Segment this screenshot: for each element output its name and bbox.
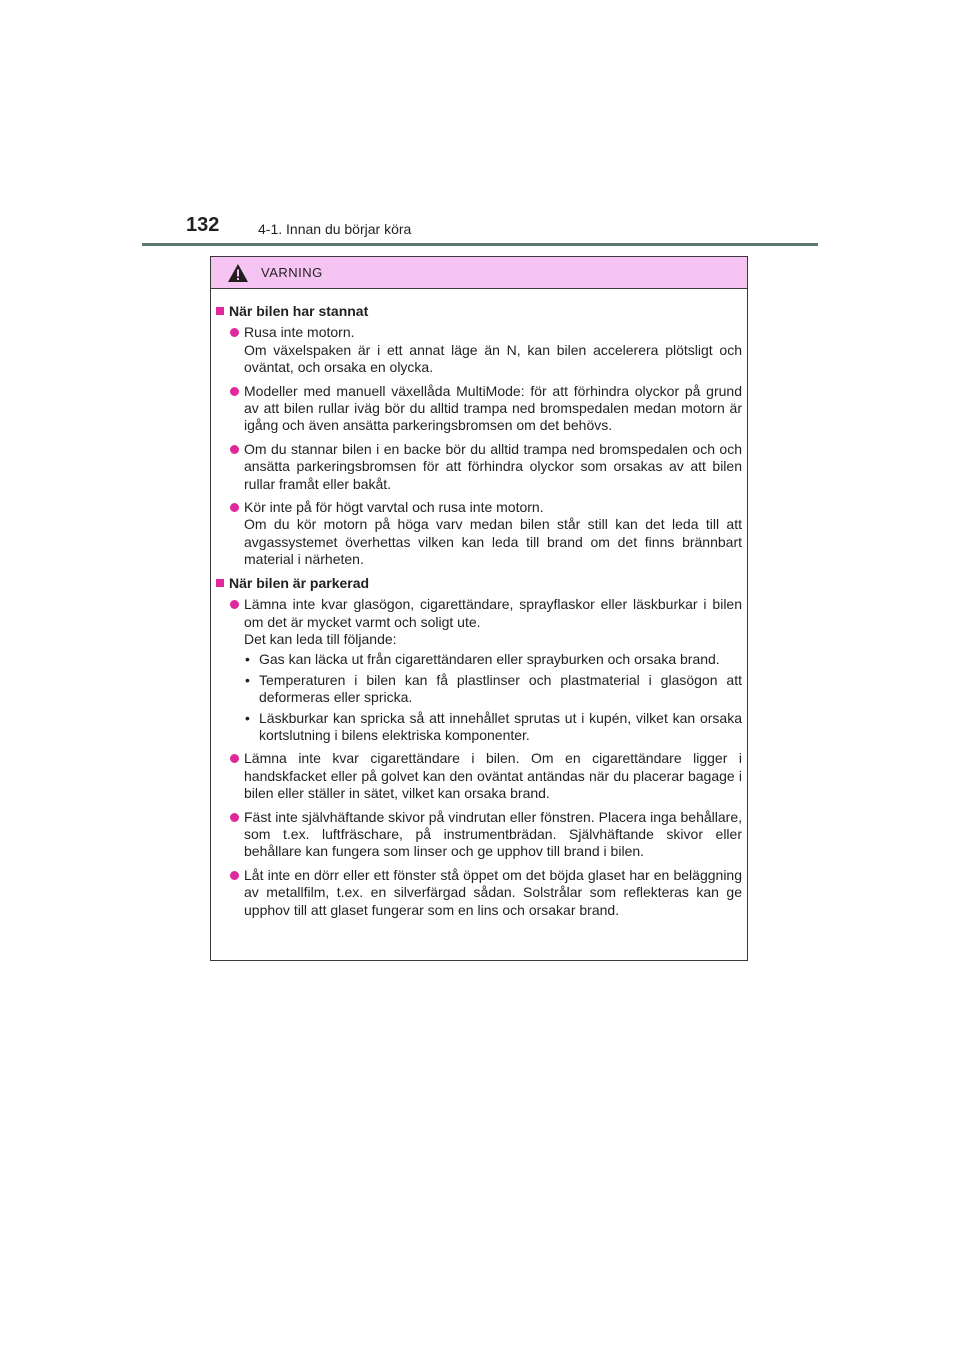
sub-list-item xyxy=(244,710,742,745)
circle-bullet-icon xyxy=(230,328,239,337)
list-item xyxy=(230,499,742,569)
list-item-body xyxy=(244,383,742,435)
list-item xyxy=(230,750,742,802)
sub-list-item-text: Läskburkar kan spricka så att innehållet sprutas ut i kupén, vilket kan orsaka kortslutning i bilens elektriska komponenter. xyxy=(259,709,742,743)
paragraph: Det kan leda till följande: xyxy=(244,630,397,647)
list-item-body xyxy=(244,809,742,861)
paragraph: Kör inte på för högt varvtal och rusa inte motorn. xyxy=(244,499,544,516)
paragraph: Om du kör motorn på höga varv medan bilen står still kan det leda till att avgassystemet överhettas vilken kan leda till brand om det finns brännbart material i närheten. xyxy=(244,516,742,568)
paragraph: Modeller med manuell växellåda MultiMode: för att förhindra olyckor på grund av att bilen rullar iväg bör du alltid trampa ned bromspedalen medan motorn är igång och även ansätta parkeringsbromsen om det behövs. xyxy=(244,382,742,434)
list-item-body xyxy=(244,867,742,919)
warning-content xyxy=(211,289,747,919)
sub-list-item xyxy=(244,672,742,707)
small-bullet-icon: • xyxy=(245,651,250,668)
section-heading xyxy=(216,575,742,592)
warning-title: VARNING xyxy=(261,265,323,280)
sub-list-item-text: Gas kan läcka ut från cigarettändaren eller sprayburken och orsaka brand. xyxy=(259,651,720,668)
list-item xyxy=(230,441,742,493)
warning-triangle-icon xyxy=(227,263,249,283)
small-bullet-icon: • xyxy=(245,709,250,726)
list-item xyxy=(230,596,742,744)
paragraph: Låt inte en dörr eller ett fönster stå öppet om det böjda glaset har en beläggning av metallfilm, t.ex. en silverfärgad sådan. Solstrålar som reflekteras kan ge upphov till att glaset fungerar som en lins och orsakar brand. xyxy=(244,866,742,918)
list-item-body xyxy=(244,324,742,376)
list-item xyxy=(230,809,742,861)
circle-bullet-icon xyxy=(230,813,239,822)
paragraph: Fäst inte självhäftande skivor på vindrutan eller fönstren. Placera inga behållare, som t.ex. luftfräschare, på instrumentbrädan. Självhäftande skivor eller behållare kan fungera som linser och ge upphov till brand i bilen. xyxy=(244,808,742,860)
circle-bullet-icon xyxy=(230,503,239,512)
list-item-body xyxy=(244,441,742,493)
section-heading xyxy=(216,303,742,320)
sub-list-item xyxy=(244,651,742,668)
sub-list-item-text: Temperaturen i bilen kan få plastlinser och plastmaterial i glasögon att deformeras eller spricka. xyxy=(259,671,742,706)
circle-bullet-icon xyxy=(230,600,239,609)
page-number: 132 xyxy=(186,214,220,236)
small-bullet-icon: • xyxy=(245,671,250,688)
section-title: 4-1. Innan du börjar köra xyxy=(258,221,412,237)
header-rule xyxy=(142,243,818,246)
warning-header xyxy=(211,257,747,289)
section-heading-text: När bilen har stannat xyxy=(229,303,369,319)
circle-bullet-icon xyxy=(230,754,239,763)
paragraph: Lämna inte kvar glasögon, cigarettändare, sprayflaskor eller läskburkar i bilen om det är mycket varmt och soligt ute. xyxy=(244,596,742,630)
list-item-body xyxy=(244,750,742,802)
circle-bullet-icon xyxy=(230,445,239,454)
list-item-body xyxy=(244,499,742,569)
circle-bullet-icon xyxy=(230,871,239,880)
warning-box xyxy=(210,256,748,961)
square-bullet-icon xyxy=(216,307,224,315)
list-item xyxy=(230,383,742,435)
section-heading-text: När bilen är parkerad xyxy=(229,574,370,591)
square-bullet-icon xyxy=(216,579,224,587)
list-item xyxy=(230,867,742,919)
list-item-body xyxy=(244,596,742,744)
list-item xyxy=(230,324,742,376)
paragraph: Om växelspaken är i ett annat läge än N, kan bilen accelerera plötsligt och oväntat, och orsaka en olycka. xyxy=(244,341,742,376)
paragraph: Rusa inte motorn. xyxy=(244,324,355,341)
paragraph: Lämna inte kvar cigarettändare i bilen. Om en cigarettändare ligger i handskfacket eller på golvet kan den oväntat antändas när du placerar bagage i bilen eller ställer in sätet, vilket kan orsaka brand. xyxy=(244,750,742,802)
circle-bullet-icon xyxy=(230,387,239,396)
paragraph: Om du stannar bilen i en backe bör du alltid trampa ned bromspedalen och och ansätta parkeringsbromsen för att förhindra olyckor som orsakas av att bilen rullar framåt eller bakåt. xyxy=(244,440,742,492)
